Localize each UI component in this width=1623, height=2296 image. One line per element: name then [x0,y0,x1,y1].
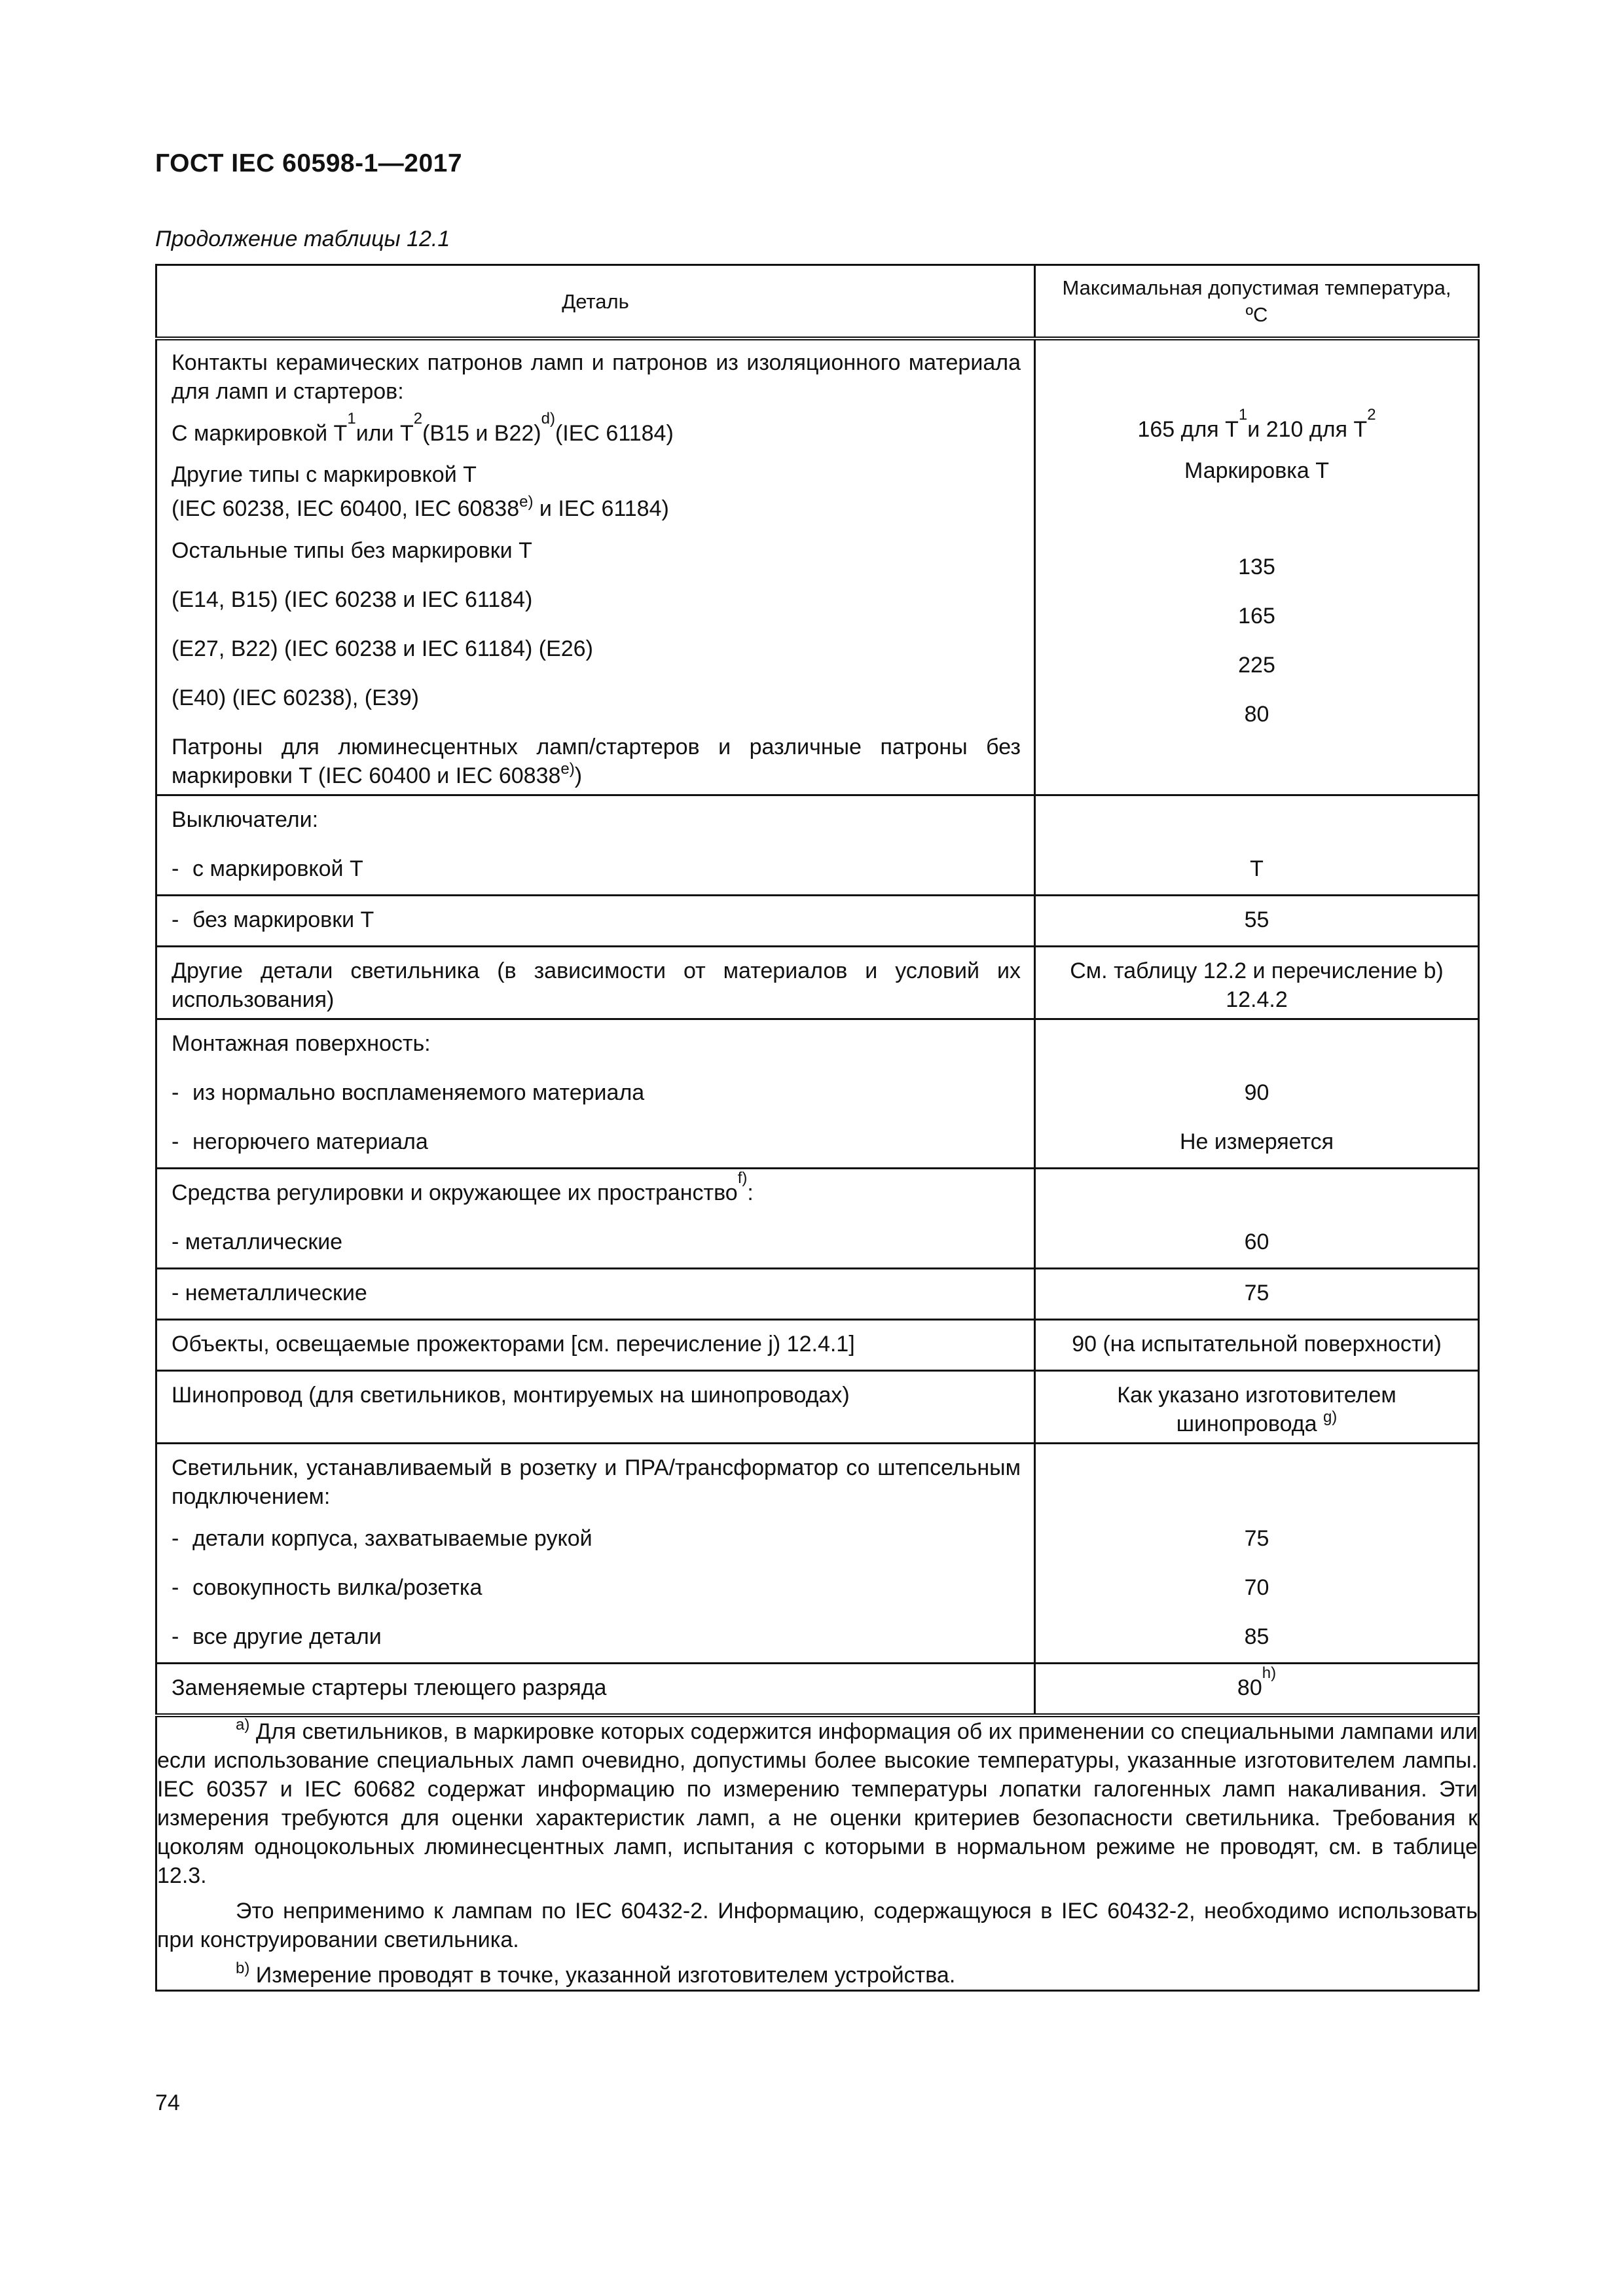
footnote-a-continued: Это неприменимо к лампам по IEC 60432-2. Информацию, содержащуюся в IEC 60432-2, необходимо использовать при конструировании светильника. [157,1899,1478,1952]
row-text: - все другие детали [172,1624,382,1649]
row-text: Другие типы с маркировкой T (IEC 60238, IEC 60400, IEC 60838$^{e)}$ и IEC 61184) [172,462,669,521]
row-text: - негорючего материала [172,1129,428,1154]
column-header-part: Деталь [156,265,1035,339]
page-number: 74 [155,2090,180,2115]
row-text: С маркировкой T 1 или T 2 (B15 и B22) d) (IEC 61184) [172,410,674,446]
row-text: Монтажная поверхность: [172,1031,431,1056]
row-text: Шинопровод (для светильников, монтируемых на шинопроводах) [172,1383,850,1408]
value-text: 80 [1244,702,1269,727]
column-header-temperature: Максимальная допустимая температура, ºС [1035,265,1479,339]
table-row-floodlight-objects [156,1320,1479,1371]
row-text: - без маркировки T [172,907,374,932]
row-text: (E14, B15) (IEC 60238 и IEC 61184) [172,587,533,612]
value-text: 60 [1244,1230,1269,1254]
row-text: Контакты керамических патронов ламп и патронов из изоляционного материала для ламп и стартеров: [172,350,1021,404]
value-text: 70 [1244,1575,1269,1600]
temperature-table [155,264,1478,1992]
table-row-adjusting-means [156,1169,1479,1269]
value-text: T [1250,856,1264,881]
row-text: - детали корпуса, захватываемые рукой [172,1526,593,1551]
value-text: 225 [1238,653,1275,678]
footnote-a: $^{a)}$ Для светильников, в маркировке которых содержится информация об их применении со специальными лампами или если использование специальных ламп очевидно, допустимы более высокие температуры, указанные изготовителем лампы. IEC 60357 и IEC 60682 содержат информацию по измерению температуры лопатки галогенных ламп накаливания. Эти измерения требуются для оценки характеристик ламп, а не оценки критериев безопасности светильника. Требования к цоколям одноцокольных люминесцентных ламп, испытания с которыми в нормальном режиме не проводят, см. в таблице 12.3. [157,1716,1478,1888]
row-text: (E27, B22) (IEC 60238 и IEC 61184) (E26) [172,636,593,661]
row-text: - неметаллические [172,1281,367,1305]
row-text: - с маркировкой T [172,856,363,881]
table-row-lampholders [156,338,1479,795]
document-header: ГОСТ IEC 60598-1—2017 [155,149,463,177]
row-text: Объекты, освещаемые прожекторами [см. перечисление j) 12.4.1] [172,1332,855,1357]
value-text: См. таблицу 12.2 и перечисление b) 12.4.2 [1070,958,1444,1012]
value-text: 55 [1244,907,1269,932]
value-text: Маркировка T [1184,458,1330,483]
value-text: 165 для T 1 и 210 для T 2 [1137,406,1376,442]
row-text: Средства регулировки и окружающее их пространство f) : [172,1169,754,1205]
value-text: Как указано изготовителем шинопровода $^{g)}$ [1117,1383,1396,1436]
table-row-plug-in-luminaire [156,1444,1479,1664]
row-text: Остальные типы без маркировки T [172,538,532,563]
row-text: - совокупность вилка/розетка [172,1575,483,1600]
row-text: Светильник, устанавливаемый в розетку и ПРА/трансформатор со штепсельным подключением: [172,1455,1021,1509]
table-row-switches-unmarked [156,896,1479,947]
row-text: Заменяемые стартеры тлеющего разряда [172,1675,607,1700]
row-text: - металлические [172,1230,343,1254]
table-row-switches-title [156,795,1479,896]
value-text: 90 (на испытательной поверхности) [1072,1332,1442,1357]
row-text: Выключатели: [172,807,319,832]
row-text: Патроны для люминесцентных ламп/стартеров и различные патроны без маркировки T (IEC 60400 и IEC 60838$^{e)}$) [172,735,1021,788]
table-row-nonmetallic [156,1269,1479,1320]
value-text: 80 h) [1237,1664,1277,1700]
footnote-b: $^{b)}$ Измерение проводят в точке, указанной изготовителем устройства. [236,1959,956,1988]
value-text: 75 [1244,1281,1269,1305]
value-text: 75 [1244,1526,1269,1551]
table-row-mounting-surface [156,1019,1479,1169]
table-header-row [156,265,1479,339]
row-text: - из нормально воспламеняемого материала [172,1080,645,1105]
row-text: (E40) (IEC 60238), (E39) [172,685,419,710]
value-text: 85 [1244,1624,1269,1649]
row-text: Другие детали светильника (в зависимости от материалов и условий их использования) [172,958,1021,1012]
table-row-other-parts [156,947,1479,1019]
value-text: 135 [1238,555,1275,579]
value-text: Не измеряется [1179,1129,1334,1154]
table-notes-row [156,1715,1479,1991]
table-row-glow-starters [156,1664,1479,1716]
value-text: 90 [1244,1080,1269,1105]
table-continuation-caption: Продолжение таблицы 12.1 [155,227,450,251]
table-row-track [156,1371,1479,1444]
value-text: 165 [1238,604,1275,629]
